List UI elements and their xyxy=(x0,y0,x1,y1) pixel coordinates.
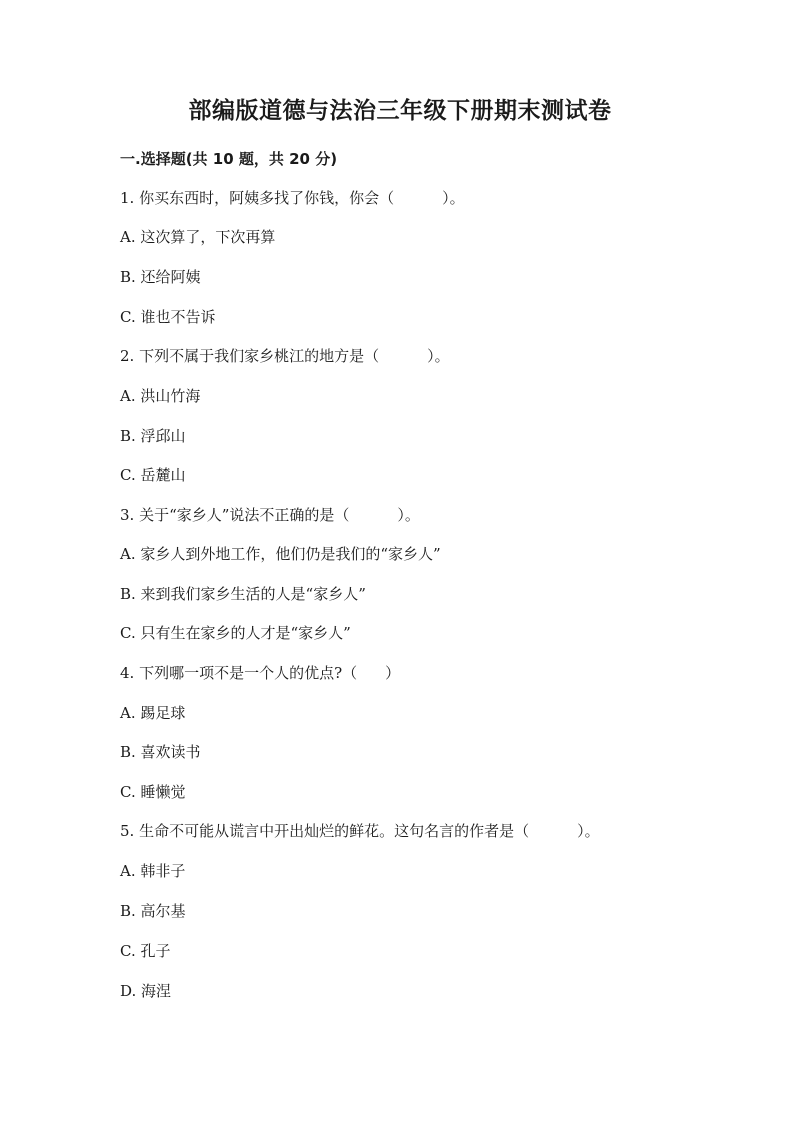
question-1-stem xyxy=(120,187,465,209)
question-5-option-d: D. 海涅 xyxy=(120,982,172,1000)
question-3-option-a: A. 家乡人到外地工作，他们仍是我们的“家乡人” xyxy=(120,545,441,563)
question-1-option-b: B. 还给阿姨 xyxy=(120,268,201,286)
page-title: 部编版道德与法治三年级下册期末测试卷 xyxy=(188,98,612,124)
question-stem-end: ）。 xyxy=(427,347,450,365)
question-5-option-b: B. 高尔基 xyxy=(120,902,186,920)
question-stem-text: 4. 下列哪一项不是一个人的优点?（ xyxy=(120,664,358,682)
question-1-option-a: A. 这次算了，下次再算 xyxy=(120,228,276,246)
question-2-option-c: C. 岳麓山 xyxy=(120,466,186,484)
question-3-option-c: C. 只有生在家乡的人才是“家乡人” xyxy=(120,624,351,642)
question-stem-text: 5. 生命不可能从谎言中开出灿烂的鲜花。这句名言的作者是（ xyxy=(120,822,530,840)
question-5-stem xyxy=(120,820,600,842)
question-4-stem xyxy=(120,662,400,684)
question-4-option-a: A. 踢足球 xyxy=(120,704,186,722)
question-3-option-b: B. 来到我们家乡生活的人是“家乡人” xyxy=(120,585,366,603)
question-4-option-c: C. 睡懒觉 xyxy=(120,783,186,801)
question-4-option-b: B. 喜欢读书 xyxy=(120,743,201,761)
question-stem-text: 3. 关于“家乡人”说法不正确的是（ xyxy=(120,506,350,524)
question-stem-end: ）。 xyxy=(397,506,420,524)
question-2-option-a: A. 洪山竹海 xyxy=(120,387,201,405)
question-3-stem xyxy=(120,504,420,526)
question-5-option-a: A. 韩非子 xyxy=(120,862,186,880)
question-stem-text: 2. 下列不属于我们家乡桃江的地方是（ xyxy=(120,347,380,365)
section-heading: 一.选择题(共 10 题，共 20 分) xyxy=(120,150,338,168)
question-stem-end: ）。 xyxy=(442,189,465,207)
question-stem-end: ） xyxy=(385,664,401,682)
question-stem-end: ）。 xyxy=(577,822,600,840)
question-2-option-b: B. 浮邱山 xyxy=(120,427,186,445)
question-stem-text: 1. 你买东西时，阿姨多找了你钱，你会（ xyxy=(120,189,395,207)
question-2-stem xyxy=(120,345,450,367)
question-1-option-c: C. 谁也不告诉 xyxy=(120,308,216,326)
question-5-option-c: C. 孔子 xyxy=(120,942,171,960)
